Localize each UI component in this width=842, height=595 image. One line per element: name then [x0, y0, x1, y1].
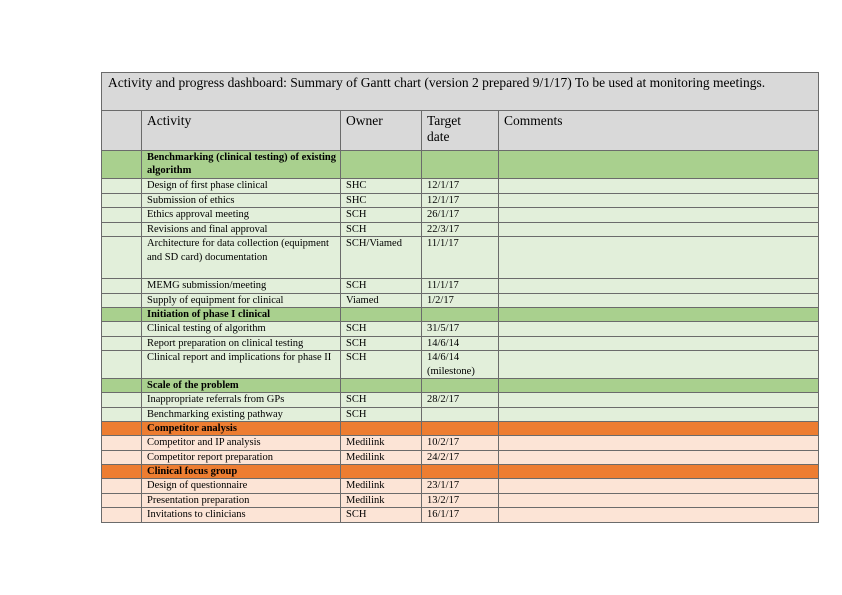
activity-cell: MEMG submission/meeting	[142, 279, 341, 294]
owner-cell: Medilink	[341, 450, 422, 465]
owner-cell: SCH	[341, 508, 422, 523]
comments-cell	[499, 151, 819, 179]
owner-cell: SCH/Viamed	[341, 237, 422, 279]
row-marker-cell	[102, 508, 142, 523]
activity-cell: Benchmarking existing pathway	[142, 407, 341, 422]
target-date-cell	[422, 151, 499, 179]
activity-cell: Architecture for data collection (equipment and SD card) documentation	[142, 237, 341, 279]
header-owner: Owner	[341, 111, 422, 151]
table-row	[102, 179, 819, 194]
owner-cell: SCH	[341, 336, 422, 351]
target-date-cell: 28/2/17	[422, 393, 499, 408]
row-marker-cell	[102, 465, 142, 479]
row-marker-cell	[102, 422, 142, 436]
target-date-cell	[422, 308, 499, 322]
section-row	[102, 465, 819, 479]
target-date-cell: 23/1/17	[422, 479, 499, 494]
gantt-summary-table	[101, 72, 819, 523]
section-title: Scale of the problem	[142, 379, 341, 393]
comments-cell	[499, 293, 819, 308]
section-row	[102, 379, 819, 393]
table-row	[102, 222, 819, 237]
owner-cell: SCH	[341, 393, 422, 408]
target-date-cell: 11/1/17	[422, 237, 499, 279]
header-row	[102, 111, 819, 151]
row-marker-cell	[102, 151, 142, 179]
activity-cell: Competitor and IP analysis	[142, 436, 341, 451]
comments-cell	[499, 179, 819, 194]
row-marker-cell	[102, 293, 142, 308]
table-row	[102, 279, 819, 294]
activity-cell: Inappropriate referrals from GPs	[142, 393, 341, 408]
table-row	[102, 479, 819, 494]
comments-cell	[499, 422, 819, 436]
target-date-cell	[422, 422, 499, 436]
comments-cell	[499, 279, 819, 294]
comments-cell	[499, 308, 819, 322]
section-title: Benchmarking (clinical testing) of existing algorithm	[142, 151, 341, 179]
comments-cell	[499, 379, 819, 393]
row-marker-cell	[102, 379, 142, 393]
activity-cell: Presentation preparation	[142, 493, 341, 508]
table-row	[102, 407, 819, 422]
owner-cell	[341, 379, 422, 393]
table-row	[102, 450, 819, 465]
row-marker-cell	[102, 222, 142, 237]
row-marker-cell	[102, 322, 142, 337]
comments-cell	[499, 436, 819, 451]
target-date-cell	[422, 379, 499, 393]
comments-cell	[499, 193, 819, 208]
activity-cell: Supply of equipment for clinical	[142, 293, 341, 308]
comments-cell	[499, 336, 819, 351]
title-row	[102, 73, 819, 111]
activity-cell: Design of first phase clinical	[142, 179, 341, 194]
table-row	[102, 393, 819, 408]
section-row	[102, 308, 819, 322]
activity-cell: Report preparation on clinical testing	[142, 336, 341, 351]
owner-cell: SCH	[341, 208, 422, 223]
comments-cell	[499, 222, 819, 237]
header-target-date: Target date	[422, 111, 499, 151]
target-date-cell: 1/2/17	[422, 293, 499, 308]
activity-cell: Ethics approval meeting	[142, 208, 341, 223]
owner-cell	[341, 151, 422, 179]
comments-cell	[499, 237, 819, 279]
comments-cell	[499, 322, 819, 337]
target-date-cell: 14/6/14 (milestone)	[422, 351, 499, 379]
activity-cell: Submission of ethics	[142, 193, 341, 208]
owner-cell	[341, 465, 422, 479]
owner-cell: Medilink	[341, 493, 422, 508]
comments-cell	[499, 407, 819, 422]
target-date-cell: 10/2/17	[422, 436, 499, 451]
activity-cell: Clinical report and implications for phase II	[142, 351, 341, 379]
target-date-cell: 26/1/17	[422, 208, 499, 223]
target-date-cell	[422, 465, 499, 479]
comments-cell	[499, 479, 819, 494]
table-row	[102, 336, 819, 351]
header-blank-cell	[102, 111, 142, 151]
row-marker-cell	[102, 450, 142, 465]
table-row	[102, 193, 819, 208]
owner-cell: SHC	[341, 193, 422, 208]
activity-cell: Revisions and final approval	[142, 222, 341, 237]
target-date-cell: 22/3/17	[422, 222, 499, 237]
row-marker-cell	[102, 308, 142, 322]
activity-cell: Clinical testing of algorithm	[142, 322, 341, 337]
table-title: Activity and progress dashboard: Summary of Gantt chart (version 2 prepared 9/1/17) To be used at monitoring meetings.	[102, 73, 819, 111]
section-title: Initiation of phase I clinical	[142, 308, 341, 322]
section-title: Competitor analysis	[142, 422, 341, 436]
owner-cell: SHC	[341, 179, 422, 194]
row-marker-cell	[102, 279, 142, 294]
table-row	[102, 508, 819, 523]
owner-cell: SCH	[341, 279, 422, 294]
activity-cell: Invitations to clinicians	[142, 508, 341, 523]
target-date-cell	[422, 407, 499, 422]
row-marker-cell	[102, 436, 142, 451]
row-marker-cell	[102, 493, 142, 508]
header-comments: Comments	[499, 111, 819, 151]
row-marker-cell	[102, 237, 142, 279]
section-title: Clinical focus group	[142, 465, 341, 479]
row-marker-cell	[102, 179, 142, 194]
row-marker-cell	[102, 193, 142, 208]
comments-cell	[499, 351, 819, 379]
row-marker-cell	[102, 351, 142, 379]
owner-cell: SCH	[341, 222, 422, 237]
activity-cell: Design of questionnaire	[142, 479, 341, 494]
owner-cell: SCH	[341, 322, 422, 337]
row-marker-cell	[102, 336, 142, 351]
owner-cell: Medilink	[341, 436, 422, 451]
owner-cell	[341, 422, 422, 436]
comments-cell	[499, 450, 819, 465]
table-row	[102, 493, 819, 508]
comments-cell	[499, 465, 819, 479]
target-date-cell: 12/1/17	[422, 193, 499, 208]
target-date-cell: 24/2/17	[422, 450, 499, 465]
table-row	[102, 436, 819, 451]
header-activity: Activity	[142, 111, 341, 151]
table-row	[102, 293, 819, 308]
table-row	[102, 208, 819, 223]
section-row	[102, 422, 819, 436]
target-date-cell: 13/2/17	[422, 493, 499, 508]
comments-cell	[499, 508, 819, 523]
owner-cell	[341, 308, 422, 322]
owner-cell: SCH	[341, 407, 422, 422]
comments-cell	[499, 208, 819, 223]
row-marker-cell	[102, 208, 142, 223]
comments-cell	[499, 493, 819, 508]
target-date-cell: 16/1/17	[422, 508, 499, 523]
target-date-cell: 11/1/17	[422, 279, 499, 294]
row-marker-cell	[102, 479, 142, 494]
target-date-cell: 12/1/17	[422, 179, 499, 194]
comments-cell	[499, 393, 819, 408]
activity-cell: Competitor report preparation	[142, 450, 341, 465]
target-date-cell: 14/6/14	[422, 336, 499, 351]
owner-cell: Medilink	[341, 479, 422, 494]
table-row	[102, 237, 819, 279]
target-date-cell: 31/5/17	[422, 322, 499, 337]
row-marker-cell	[102, 407, 142, 422]
table-row	[102, 351, 819, 379]
row-marker-cell	[102, 393, 142, 408]
owner-cell: SCH	[341, 351, 422, 379]
table-row	[102, 322, 819, 337]
section-row	[102, 151, 819, 179]
owner-cell: Viamed	[341, 293, 422, 308]
